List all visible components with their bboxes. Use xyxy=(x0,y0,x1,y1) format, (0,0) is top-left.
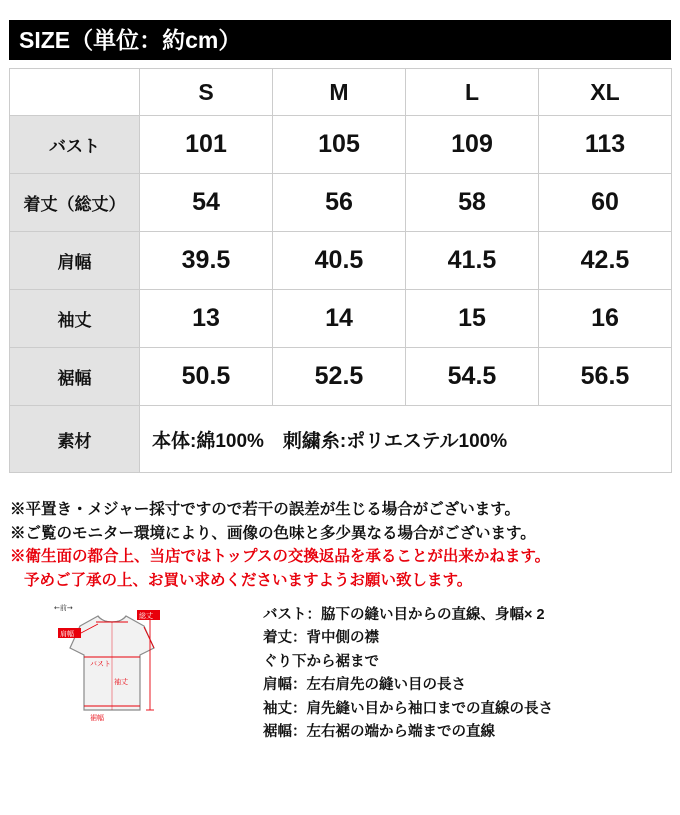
row-label: 裾幅 xyxy=(10,348,140,406)
measurement-guide xyxy=(0,596,680,776)
svg-text:肩幅: 肩幅 xyxy=(60,630,74,638)
column-header-m: M xyxy=(273,69,406,116)
cell-value: 13 xyxy=(140,290,273,348)
cell-value: 39.5 xyxy=(140,232,273,290)
cell-value: 56 xyxy=(273,174,406,232)
measurement-definitions xyxy=(263,604,663,745)
cell-value: 40.5 xyxy=(273,232,406,290)
cell-value: 58 xyxy=(406,174,539,232)
svg-text:←前→: ←前→ xyxy=(54,604,73,612)
table-header-row xyxy=(10,69,672,116)
note-line: ※ご覧のモニター環境により、画像の色味と多少異なる場合がございます。 xyxy=(10,524,536,542)
svg-text:バスト: バスト xyxy=(90,660,111,668)
note-line: ※衛生面の都合上、当店ではトップスの交換返品を承ることが出来かねます。 xyxy=(10,548,551,566)
measurement-line: バスト：脇下の縫い目からの直線、身幅× 2 xyxy=(263,607,545,623)
cell-value: 14 xyxy=(273,290,406,348)
note-line: 予めご了承の上、お買い求めくださいますようお願い致します。 xyxy=(24,571,473,589)
svg-text:総丈: 総丈 xyxy=(139,612,153,620)
table-row xyxy=(10,348,672,406)
material-row xyxy=(10,406,672,473)
cell-value: 60 xyxy=(539,174,672,232)
measurement-line: 袖丈：肩先縫い目から袖口までの直線の長さ xyxy=(263,700,553,717)
table-row xyxy=(10,174,672,232)
measurement-line: ぐり下から裾まで xyxy=(263,653,379,670)
cell-value: 41.5 xyxy=(406,232,539,290)
page-title: SIZE（単位：約cm） xyxy=(19,26,242,53)
cell-value: 109 xyxy=(406,116,539,174)
cell-value: 56.5 xyxy=(539,348,672,406)
cell-value: 54 xyxy=(140,174,273,232)
row-label: バスト xyxy=(10,116,140,174)
row-label: 着丈（総丈） xyxy=(10,174,140,232)
row-label: 袖丈 xyxy=(10,290,140,348)
column-header-s: S xyxy=(140,69,273,116)
column-header-xl: XL xyxy=(539,69,672,116)
cell-value: 101 xyxy=(140,116,273,174)
cell-value: 54.5 xyxy=(406,348,539,406)
row-label: 肩幅 xyxy=(10,232,140,290)
table-row xyxy=(10,116,672,174)
measurement-line: 裾幅：左右裾の端から端までの直線 xyxy=(263,724,495,741)
cell-value: 52.5 xyxy=(273,348,406,406)
notes-block xyxy=(10,498,672,592)
cell-value: 16 xyxy=(539,290,672,348)
table-row xyxy=(10,290,672,348)
table-row xyxy=(10,232,672,290)
column-header-l: L xyxy=(406,69,539,116)
cell-value: 15 xyxy=(406,290,539,348)
note-line: ※平置き・メジャー採寸ですので若干の誤差が生じる場合がございます。 xyxy=(10,501,520,518)
size-table xyxy=(9,68,672,473)
table-corner-cell xyxy=(10,69,140,116)
page-title-bar xyxy=(9,20,671,60)
material-value: 本体:綿100% 刺繍糸:ポリエステル100% xyxy=(140,406,672,473)
svg-text:裾幅: 裾幅 xyxy=(90,714,104,722)
cell-value: 105 xyxy=(273,116,406,174)
svg-text:袖丈: 袖丈 xyxy=(114,678,128,686)
cell-value: 113 xyxy=(539,116,672,174)
measurement-line: 着丈：背中側の襟 xyxy=(263,630,379,647)
cell-value: 42.5 xyxy=(539,232,672,290)
cell-value: 50.5 xyxy=(140,348,273,406)
row-label-material: 素材 xyxy=(10,406,140,473)
measurement-line: 肩幅：左右肩先の縫い目の長さ xyxy=(263,677,466,694)
tshirt-illustration xyxy=(24,600,239,755)
